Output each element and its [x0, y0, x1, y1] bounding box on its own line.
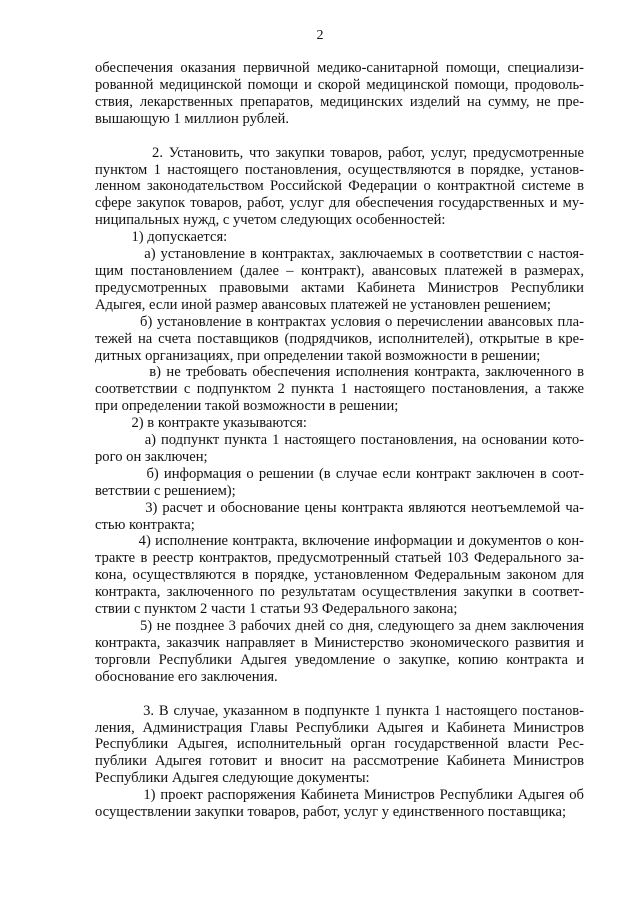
- text-line: ниципальных нужд, с учетом следующих особенностей:: [95, 212, 446, 229]
- text-line: 1) проект распоряжения Кабинета Министров Республики Адыгея об: [95, 787, 584, 804]
- text-line: ствия, лекарственных препаратов, медицинских изделий на сумму, не пре-: [95, 93, 584, 110]
- text-line: тракте в реестр контрактов, предусмотренный статьей 103 Федерального за-: [95, 550, 584, 567]
- text-line: тежей на счета поставщиков (подрядчиков, исполнителей), открытые в кре-: [95, 330, 584, 347]
- paragraph-p2-2a: [95, 432, 584, 466]
- text-line: ления, Администрация Главы Республики Адыгея и Кабинета Министров: [95, 719, 584, 736]
- paragraph-p2-1c: [95, 364, 584, 415]
- text-line: рого он заключен;: [95, 448, 208, 465]
- text-line: в) не требовать обеспечения исполнения контракта, заключенного в: [95, 364, 584, 381]
- paragraph-p2-5: [95, 618, 584, 686]
- paragraph-p2-1b: [95, 314, 584, 365]
- text-line: а) подпункт пункта 1 настоящего постановления, на основании кото-: [95, 432, 584, 449]
- text-line: кона, осуществляются в порядке, установленном Федеральным законом для: [95, 567, 584, 584]
- text-line: обеспечения оказания первичной медико-санитарной помощи, специализи-: [95, 60, 584, 76]
- text-line: Республики Адыгея следующие документы:: [95, 770, 370, 787]
- text-line: дитных организациях, при определении такой возможности в решении;: [95, 347, 541, 364]
- text-line: щим постановлением (далее – контракт), авансовых платежей в размерах,: [95, 262, 584, 279]
- text-line: ленном законодательством Российской Федерации о контрактной системе в: [95, 178, 584, 195]
- paragraph-p2-4: [95, 533, 584, 618]
- text-line: торговли Республики Адыгея уведомление о закупке, копию контракта и: [95, 651, 584, 668]
- text-line: ствии с пунктом 2 части 1 статьи 93 Федерального закона;: [95, 601, 458, 618]
- paragraph-gap: [95, 686, 584, 703]
- text-line: осуществлении закупки товаров, работ, услуг у единственного поставщика;: [95, 804, 567, 821]
- document-body: [95, 60, 584, 821]
- text-line: б) установление в контрактах условия о перечислении авансовых пла-: [95, 313, 584, 330]
- paragraph-p2-3: [95, 500, 584, 534]
- text-line: ветствии с решением);: [95, 482, 236, 499]
- text-line: Республики Адыгея, исполнительный орган государственной власти Рес-: [95, 736, 584, 753]
- text-line: а) установление в контрактах, заключаемых в соответствии с настоя-: [95, 246, 584, 263]
- text-line: обоснование его заключения.: [95, 668, 278, 685]
- text-line: 4) исполнение контракта, включение информации и документов о кон-: [95, 533, 584, 550]
- text-line: соответствии с подпунктом 2 пункта 1 настоящего постановления, а также: [95, 381, 584, 398]
- text-line: сфере закупок товаров, работ, услуг для обеспечения государственных и му-: [95, 195, 584, 212]
- text-line: стью контракта;: [95, 516, 195, 533]
- paragraph-cont: [95, 60, 584, 128]
- paragraph-p2-2b: [95, 466, 584, 500]
- paragraph-p2-1a: [95, 246, 584, 314]
- paragraph-gap: [95, 128, 584, 145]
- paragraph-p3: [95, 703, 584, 788]
- text-line: предусмотренных правовыми актами Кабинета Министров Республики: [95, 279, 584, 296]
- text-line: вышающую 1 миллион рублей.: [95, 110, 290, 127]
- text-line: контракта, заказчик направляет в Министерство экономического развития и: [95, 634, 584, 651]
- text-line: 3. В случае, указанном в подпункте 1 пункта 1 настоящего постанов-: [95, 702, 584, 719]
- paragraph-p3-1: [95, 787, 584, 821]
- text-line: 2) в контракте указываются:: [95, 415, 307, 432]
- text-line: б) информация о решении (в случае если контракт заключен в соот-: [95, 465, 584, 482]
- text-line: публики Адыгея готовит и вносит на рассмотрение Кабинета Министров: [95, 753, 584, 770]
- text-line: Адыгея, если иной размер авансовых платежей не установлен решением;: [95, 296, 551, 313]
- text-line: 3) расчет и обоснование цены контракта являются неотъемлемой ча-: [95, 499, 584, 516]
- text-line: 1) допускается:: [95, 229, 228, 246]
- text-line: 2. Установить, что закупки товаров, работ, услуг, предусмотренные: [95, 144, 584, 161]
- text-line: 5) не позднее 3 рабочих дней со дня, следующего за днем заключения: [95, 618, 584, 634]
- text-line: при определении такой возможности в решении;: [95, 398, 399, 415]
- text-line: пунктом 1 настоящего постановления, осуществляются в порядке, установ-: [95, 161, 584, 178]
- paragraph-p2-2: [95, 415, 584, 432]
- paragraph-p2-1: [95, 229, 584, 246]
- page-number: 2: [316, 28, 324, 43]
- paragraph-p2: [95, 145, 584, 230]
- text-line: контракта, заключенного по результатам осуществления закупки в соответ-: [95, 584, 584, 601]
- text-line: рованной медицинской помощи и скорой медицинской помощи, продоволь-: [95, 76, 584, 93]
